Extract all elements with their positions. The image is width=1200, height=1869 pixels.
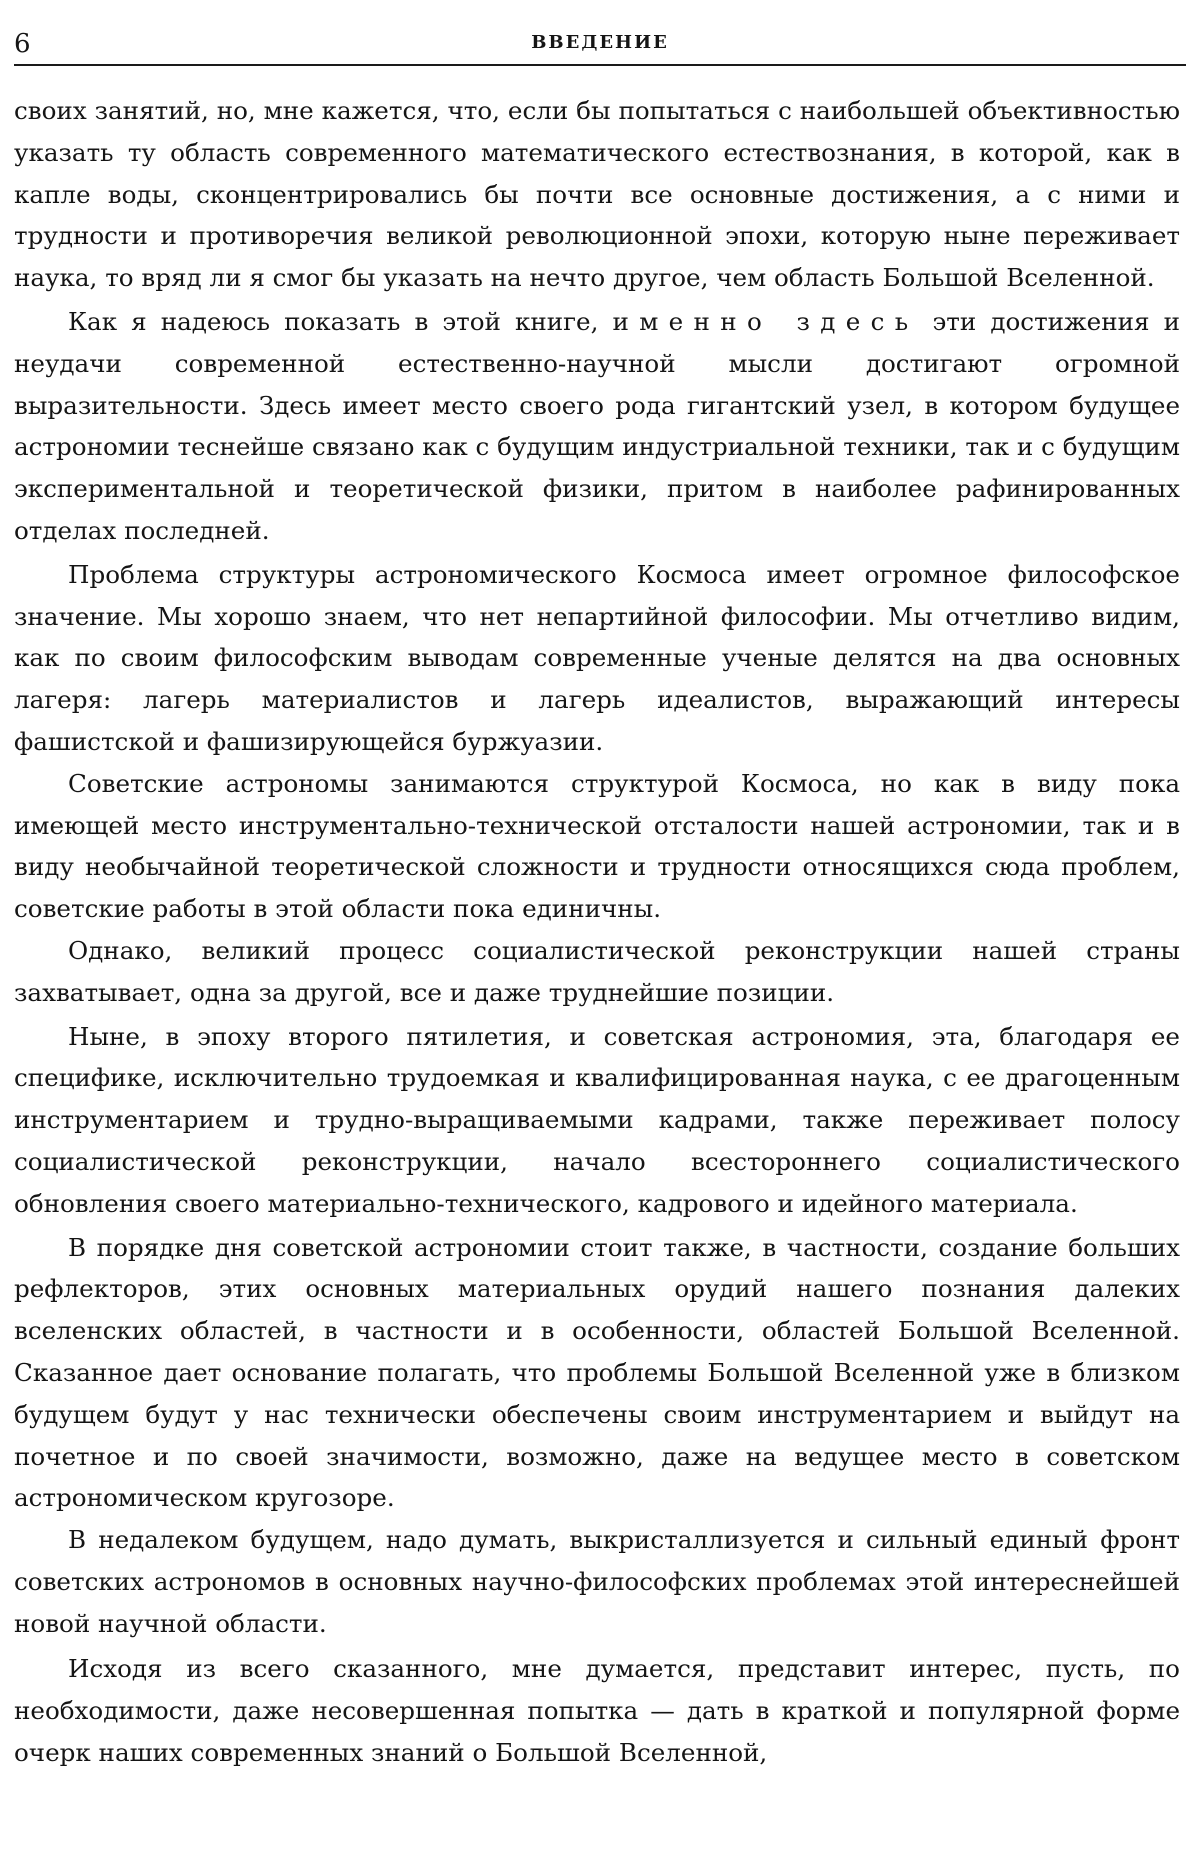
paragraph-5: Однако, великий процесс социалистической реконструкции нашей страны захватывает, одна за другой, все и даже труднейшие позиции. <box>14 935 1180 1007</box>
paragraph-8: В недалеком будущем, надо думать, выкристаллизуется и сильный единый фронт советских астрономов в основных научно-философских проблемах этой интереснейшей новой научной области. <box>14 1525 1180 1638</box>
paragraph-2-lead: Как я надеюсь показать в этой книге, <box>68 306 613 336</box>
paragraph-4: Советские астрономы занимаются структурой Космоса, но как в виду пока имеющей место инструментально-технической отсталости нашей астрономии, так и в виду необычайной теоретической сложности и трудности относящихся сюда проблем, советские работы в этой области пока единичны. <box>14 768 1180 924</box>
running-header <box>14 28 1186 66</box>
paragraph-7: В порядке дня советской астрономии стоит также, в частности, создание больших рефлекторов, этих основных материальных орудий нашего познания далеких вселенских областей, в частности и в особенности, областей Большой Вселенной. Сказанное дает основание полагать, что проблемы Большой Вселенной уже в близком будущем будут у нас технически обеспечены своим инструментарием и выйдут на почетное и по своей значимости, возможно, даже на ведущее место в советском астрономическом кругозоре. <box>14 1232 1180 1513</box>
paragraph-6: Ныне, в эпоху второго пятилетия, и советская астрономия, эта, благодаря ее специфике, исключительно трудоемкая и квалифицированная наука, с ее драгоценным инструментарием и трудно-выращиваемыми кадрами, также переживает полосу социалистической реконструкции, начало всестороннего социалистического обновления своего материально-технического, кадрового и идейного материала. <box>14 1021 1180 1218</box>
paragraph-3: Проблема структуры астрономического Космоса имеет огромное философское значение. Мы хорошо знаем, что нет непартийной философии. Мы отчетливо видим, как по своим философским выводам современные ученые делятся на два основных лагеря: лагерь материалистов и лагерь идеалистов, выражающий интересы фашистской и фашизирующейся буржуазии. <box>14 559 1180 756</box>
paragraph-1: своих занятий, но, мне кажется, что, если бы попытаться с наибольшей объективностью указать ту область современного математического естествознания, в которой, как в капле воды, сконцентрировались бы почти все основные достижения, а с ними и трудности и противоречия великой революционной эпохи, которую ныне переживает наука, то вряд ли я смог бы указать на нечто другое, чем область Большой Вселенной. <box>14 96 1180 293</box>
emphasized-phrase: именно здесь <box>612 306 919 336</box>
paragraph-9: Исходя из всего сказанного, мне думается, представит интерес, пусть, по необходимости, даже несовершенная попытка — дать в краткой и популярной форме очерк наших современных знаний о Большой Вселенной, <box>14 1654 1180 1768</box>
body-text <box>14 90 1180 1774</box>
running-title: ВВЕДЕНИЕ <box>531 32 669 53</box>
paragraph-2 <box>14 301 1180 552</box>
paragraph-2-rest: эти достижения и неудачи современной естественно-научной мысли достигают огромной выразительности. Здесь имеет место своего рода гигантский узел, в котором будущее астрономии теснейше связано как с будущим индустриальной техники, так и с будущим экспериментальной и теоретической физики, притом в наиболее рафинированных отделах последней. <box>14 306 1180 545</box>
page-number: 6 <box>14 29 31 59</box>
